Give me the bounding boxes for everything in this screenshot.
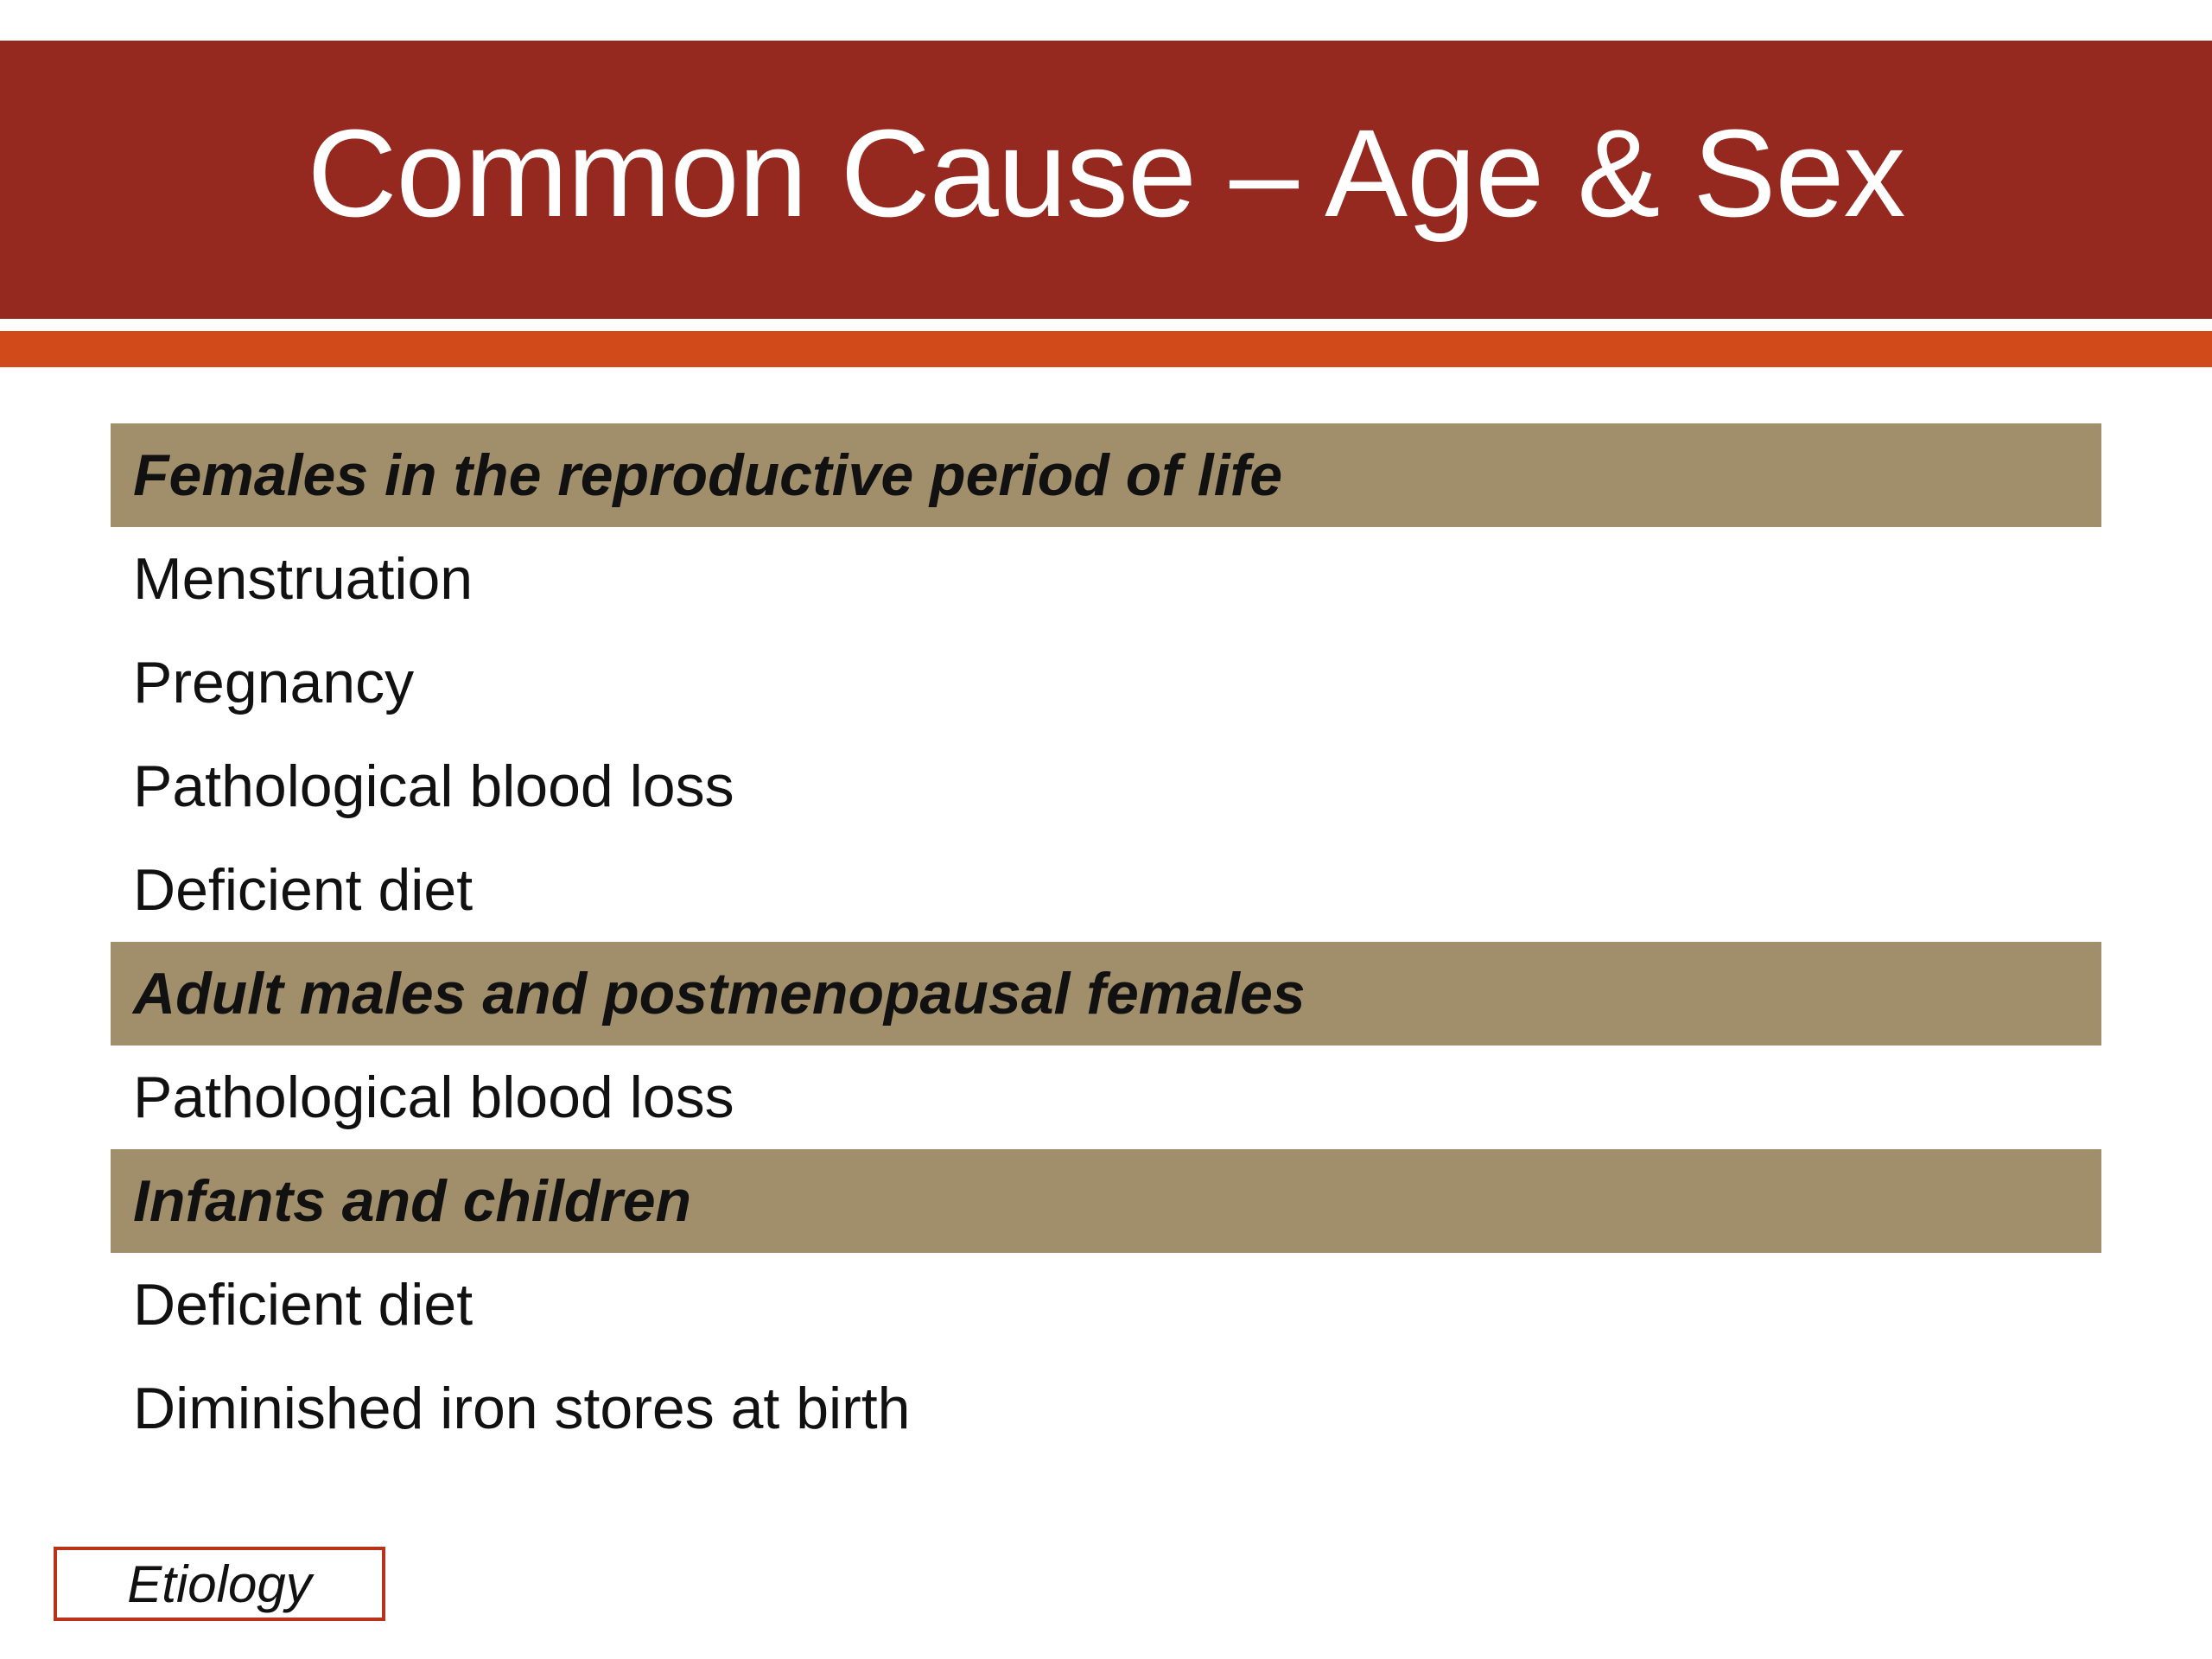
group-header-reproductive-females: Females in the reproductive period of life	[111, 423, 2101, 527]
etiology-label: Etiology	[127, 1554, 312, 1613]
table-row: Pathological blood loss	[111, 1046, 2101, 1149]
causes-table	[111, 423, 2101, 1460]
table-row: Deficient diet	[111, 1253, 2101, 1357]
accent-stripe	[0, 331, 2212, 367]
table-row: Pregnancy	[111, 631, 2101, 734]
etiology-link-button[interactable]	[54, 1547, 385, 1621]
slide-title: Common Cause – Age & Sex	[307, 104, 1905, 243]
title-band	[0, 41, 2212, 319]
table-row: Pathological blood loss	[111, 734, 2101, 838]
table-row: Diminished iron stores at birth	[111, 1357, 2101, 1460]
table-row: Deficient diet	[111, 838, 2101, 942]
table-row: Menstruation	[111, 527, 2101, 631]
group-header-infants-children: Infants and children	[111, 1149, 2101, 1253]
group-header-adult-males-postmenopausal: Adult males and postmenopausal females	[111, 942, 2101, 1046]
